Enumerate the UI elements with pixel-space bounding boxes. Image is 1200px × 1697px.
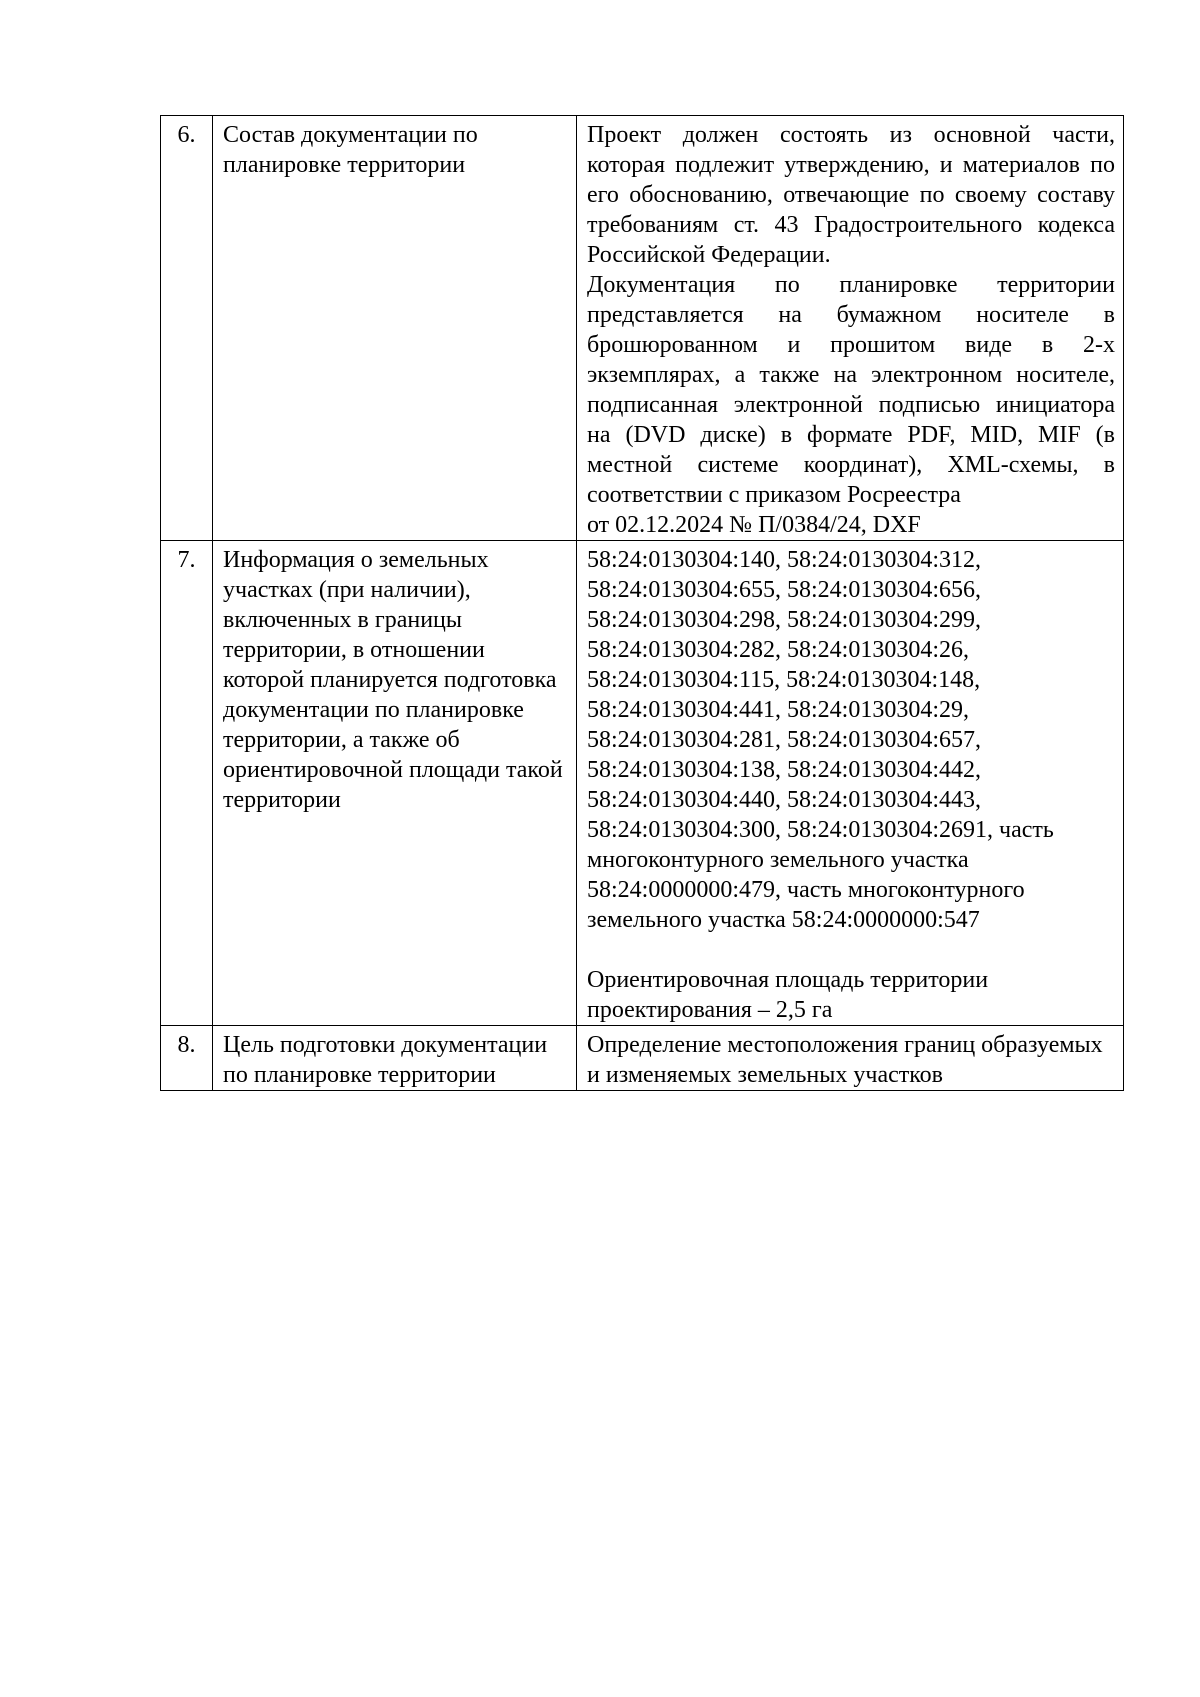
row-value — [577, 116, 1124, 541]
value-paragraph: Документация по планировке территории представляется на бумажном носителе в брошюрованном и прошитом виде в 2-х экземплярах, а также на электронном носителе, подписанная электронной подписью инициатора на (DVD диске) в формате PDF, MID, MIF (в местной системе координат), XML-схемы, в соответствии с приказом Росреестра — [587, 272, 1115, 508]
blank-line — [587, 935, 1115, 965]
row-number: 7. — [161, 541, 213, 1026]
document-table — [160, 115, 1124, 1091]
row-number: 8. — [161, 1026, 213, 1091]
cadastral-numbers-list: 58:24:0130304:140, 58:24:0130304:312, 58:24:0130304:655, 58:24:0130304:656, 58:24:0130304:298, 58:24:0130304:299, 58:24:0130304:282, 58:24:0130304:26, 58:24:0130304:115, 58:24:0130304:148, 58:24:0130304:441, 58:24:0130304:29, 58:24:0130304:281, 58:24:0130304:657, 58:24:0130304:138, 58:24:0130304:442, 58:24:0130304:440, 58:24:0130304:443, 58:24:0130304:300, 58:24:0130304:2691, часть многоконтурного земельного участка 58:24:0000000:479, часть многоконтурного земельного участка 58:24:0000000:547 — [587, 547, 1054, 933]
row-number: 6. — [161, 116, 213, 541]
approximate-area-text: Ориентировочная площадь территории проектирования – 2,5 га — [587, 967, 989, 1023]
table-row — [161, 116, 1124, 541]
row-label — [213, 116, 577, 541]
value-paragraph: Проект должен состоять из основной части, которая подлежит утверждению, и материалов по его обоснованию, отвечающие по своему составу требованиям ст. 43 Градостроительного кодекса Российской Федерации. — [587, 122, 1115, 268]
row-value — [577, 541, 1124, 1026]
value-paragraph: от 02.12.2024 № П/0384/24, DXF — [587, 512, 921, 538]
row-value — [577, 1026, 1124, 1091]
row-label-text: Состав документации по планировке территории — [223, 122, 478, 178]
row-label — [213, 541, 577, 1026]
table-row — [161, 541, 1124, 1026]
table-row — [161, 1026, 1124, 1091]
row-label-text: Информация о земельных участках (при наличии), включенных в границы территории, в отношении которой планируется подготовка документации по планировке территории, а также об ориентировочной площади такой территории — [223, 547, 563, 813]
value-text: Определение местоположения границ образуемых и изменяемых земельных участков — [587, 1032, 1103, 1088]
row-label-text: Цель подготовки документации по планировке территории — [223, 1032, 548, 1088]
row-label — [213, 1026, 577, 1091]
